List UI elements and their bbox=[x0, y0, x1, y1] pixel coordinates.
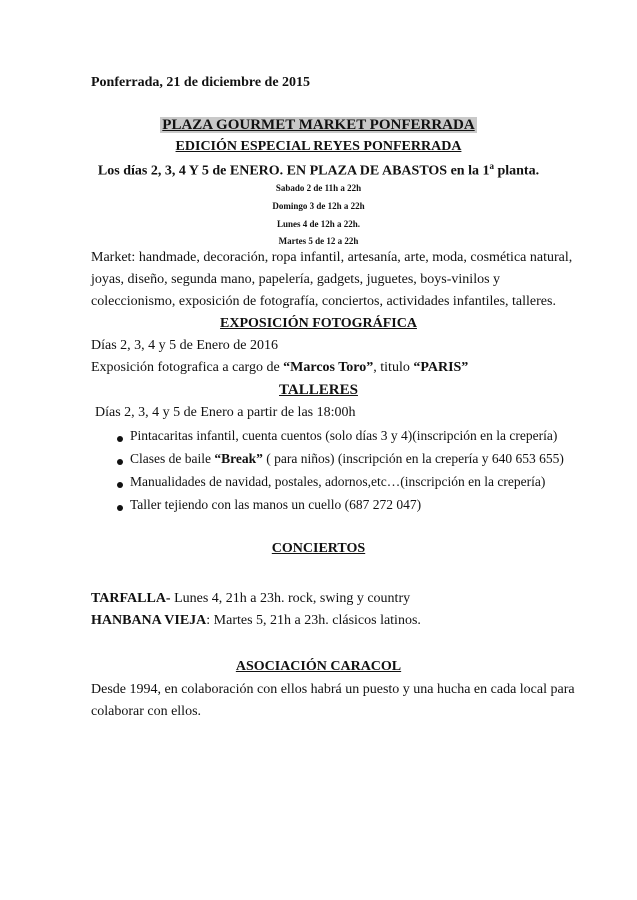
caracol-heading: ASOCIACIÓN CARACOL bbox=[235, 659, 402, 674]
exposicion-description bbox=[91, 360, 468, 376]
exposicion-heading: EXPOSICIÓN FOTOGRÁFICA bbox=[220, 316, 417, 331]
bullet-icon bbox=[117, 505, 123, 511]
concert-tarfalla-info: Lunes 4, 21h a 23h. rock, swing y country bbox=[170, 591, 411, 606]
concert-tarfalla-name: TARFALLA- bbox=[91, 591, 171, 606]
exposicion-dates: Días 2, 3, 4 y 5 de Enero de 2016 bbox=[91, 338, 279, 353]
taller-item-tejiendo: Taller tejiendo con las manos un cuello (687 272 047) bbox=[130, 497, 422, 512]
taller-item-manualidades: Manualidades de navidad, postales, adornos,etc…(inscripción en la crepería) bbox=[130, 474, 546, 489]
concert-hanbana-info: : Martes 5, 21h a 23h. clásicos latinos. bbox=[206, 613, 421, 628]
schedule-tuesday: Martes 5 de 12 a 22h bbox=[278, 236, 359, 246]
event-dates-end: planta. bbox=[493, 163, 540, 179]
taller-baile-end: ( para niños) (inscripción en la crepería y 640 653 655) bbox=[262, 451, 564, 466]
exposicion-work: “PARIS” bbox=[413, 360, 469, 375]
market-line-3: coleccionismo, exposición de fotografía, conciertos, actividades infantiles, talleres. bbox=[91, 294, 556, 309]
bullet-icon bbox=[117, 459, 123, 465]
caracol-line-2: colaborar con ellos. bbox=[91, 704, 202, 719]
market-line-2: joyas, diseño, segunda mano, papelería, gadgets, juguetes, boys-vinilos y bbox=[91, 272, 501, 287]
conciertos-heading: CONCIERTOS bbox=[271, 541, 366, 556]
caracol-line-1: Desde 1994, en colaboración con ellos habrá un puesto y una hucha en cada local para bbox=[91, 682, 575, 697]
bullet-icon bbox=[117, 482, 123, 488]
main-title bbox=[0, 117, 637, 134]
event-dates-text: Los días 2, 3, 4 Y 5 de ENERO. EN PLAZA DE ABASTOS en la 1 bbox=[97, 163, 490, 179]
taller-baile-start: Clases de baile bbox=[130, 451, 215, 466]
schedule-sunday: Domingo 3 de 12h a 22h bbox=[272, 201, 365, 211]
taller-item-baile bbox=[130, 451, 564, 467]
market-line-1: Market: handmade, decoración, ropa infantil, artesanía, arte, moda, cosmética natural, bbox=[91, 250, 573, 265]
taller-item-pintacaritas: Pintacaritas infantil, cuenta cuentos (solo días 3 y 4)(inscripción en la crepería) bbox=[130, 428, 558, 443]
bullet-icon bbox=[117, 436, 123, 442]
schedule-monday: Lunes 4 de 12h a 22h. bbox=[276, 219, 361, 229]
talleres-dates: Días 2, 3, 4 y 5 de Enero a partir de las 18:00h bbox=[95, 405, 356, 420]
schedule-saturday: Sabado 2 de 11h a 22h bbox=[275, 183, 362, 193]
taller-baile-bold: “Break” bbox=[214, 451, 263, 466]
talleres-heading: TALLERES bbox=[279, 382, 358, 398]
concert-tarfalla bbox=[91, 591, 410, 607]
edition-subtitle: EDICIÓN ESPECIAL REYES PONFERRADA bbox=[175, 139, 462, 154]
exposicion-desc-mid: , titulo bbox=[373, 360, 414, 375]
main-title-text: PLAZA GOURMET MARKET PONFERRADA bbox=[162, 117, 475, 133]
place-date: Ponferrada, 21 de diciembre de 2015 bbox=[91, 75, 311, 90]
exposicion-desc-start: Exposición fotografica a cargo de bbox=[91, 360, 284, 375]
event-dates-superscript: a bbox=[489, 161, 494, 171]
concert-hanbana bbox=[91, 613, 421, 629]
concert-hanbana-name: HANBANA VIEJA bbox=[91, 613, 207, 628]
exposicion-author: “Marcos Toro” bbox=[283, 360, 374, 375]
event-dates-line bbox=[0, 161, 637, 180]
